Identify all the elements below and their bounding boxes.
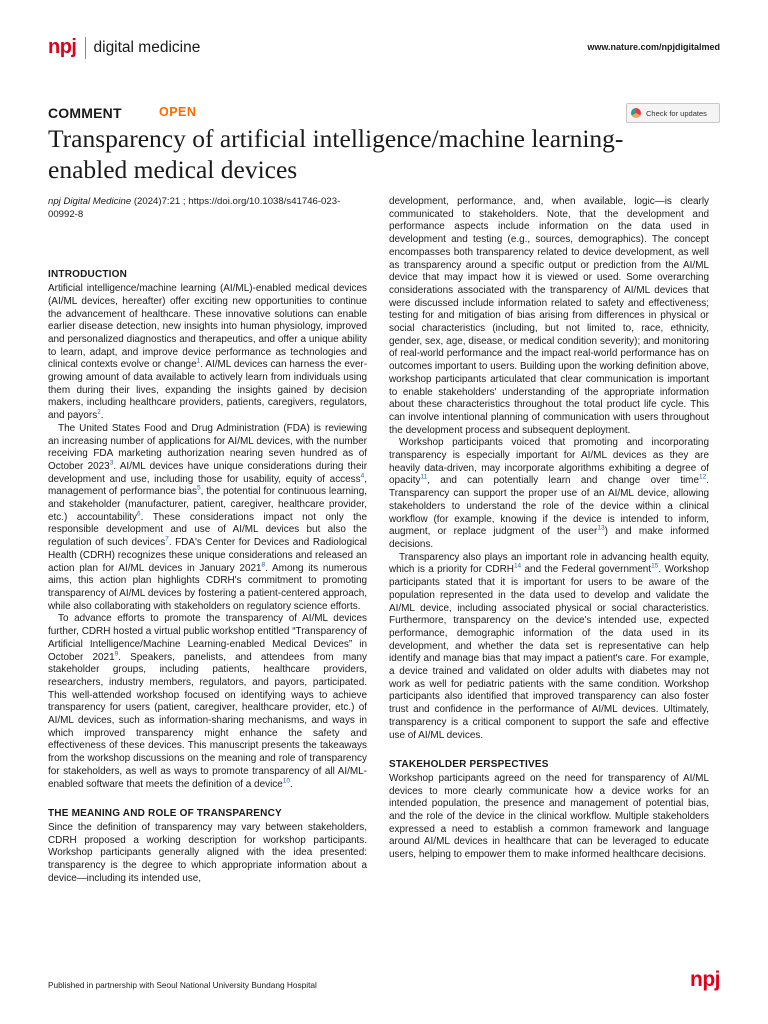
reference-link[interactable]: 7 bbox=[165, 535, 169, 543]
footer-npj-logo: npj bbox=[690, 968, 720, 991]
article-title: Transparency of artificial intelligence/machine learning-enabled medical devices bbox=[48, 124, 624, 184]
npj-logo: npj bbox=[48, 36, 77, 58]
check-for-updates-button[interactable] bbox=[626, 103, 720, 123]
reference-link[interactable]: 12 bbox=[699, 474, 707, 482]
reference-link[interactable]: 10 bbox=[282, 777, 291, 785]
citation-journal: npj Digital Medicine bbox=[48, 196, 132, 207]
reference-link[interactable]: 4 bbox=[360, 472, 365, 480]
section-heading-meaning: THE MEANING AND ROLE OF TRANSPARENCY bbox=[48, 808, 282, 820]
brand-divider bbox=[85, 37, 86, 59]
reference-link[interactable]: 15 bbox=[651, 563, 659, 571]
citation-doi-link[interactable]: (2024)7:21 ; https://doi.org/10.1038/s41746-023-00992-8 bbox=[48, 196, 341, 220]
right-column bbox=[389, 196, 709, 862]
journal-name: digital medicine bbox=[93, 38, 201, 56]
section-heading-introduction: INTRODUCTION bbox=[48, 269, 128, 281]
journal-header bbox=[48, 30, 720, 66]
paragraph: Artificial intelligence/machine learning (AI/ML)-enabled medical devices (AI/ML devices, hereafter) offer exciting new opportunities to continue the advancement of healthcare. These innovative solutions can enable earlier disease detection, new insights into human physiology, improved and personalized diagnostics and therapeutics, and offer a unique ability to learn, adapt, and improve device performance as technologies and clinical contexts evolve or change$^1$. AI/ML devices can harness the ever-growing amount of data available to actively learn from individuals using them during their lives, expanding the insights gained by decision makers, including healthcare providers, patients, caregivers, regulators, and payors$^2$. bbox=[48, 283, 368, 422]
article-type-label: COMMENT bbox=[48, 105, 122, 121]
paragraph: To advance efforts to promote the transparency of AI/ML devices further, CDRH hosted a virtual public workshop entitled “Transparency of Artificial Intelligence/Machine Learning-enabled Medical Devices” in October 2021$^9$. Speakers, panelists, and attendees from many stakeholder groups, including patients, healthcare providers, researchers, industry members, regulators, and payors, participated. This well-attended workshop focused on identifying ways to achieve transparency for users (patient, caregiver, healthcare provider, etc.) of AI/ML devices, such as information-sharing mechanisms, and ways in which improved transparency might enhance the safety and effectiveness of these devices. This manuscript presents the takeaways from the workshop discussions on the meaning and role of transparency for stakeholders, as well as ways to promote transparency of all AI/ML-enabled software that meets the definition of a device$^{10}$. bbox=[48, 613, 367, 790]
citation bbox=[48, 196, 367, 221]
check-for-updates-label: Check for updates bbox=[646, 108, 707, 118]
journal-brand[interactable] bbox=[48, 36, 200, 59]
paragraph: development, performance, and, when available, logic—is clearly communicated to stakeholders. Note, that the development and performance aspects include information on the data used in development and testing (e.g., sources, demographics). The concept encompasses both transparency related to device development, as well as transparency around a specific output or prediction from the AI/ML device that may impact how it is viewed or used. Some overarching considerations associated with the transparency of AI/ML devices that were discussed include information related to safety and effectiveness; testing for and mitigation of bias arising from differences in physical or social characteristics (including, but not limited to, race, ethnicity, gender, sex, age, disease, or medical condition severity); and monitoring of real-world performance and the impact real-world performance has on outcomes important to users. Building upon the working definition above, workshop participants articulated that clear communication is important to enable stakeholders' understanding of the appropriate information about these characteristics throughout the total product life cycle. This can involve intentional planning of communication with users throughout the development process and subsequent deployment. bbox=[389, 196, 709, 436]
footer-partnership: Published in partnership with Seoul National University Bundang Hospital bbox=[48, 980, 317, 990]
left-column bbox=[48, 196, 367, 885]
journal-url-link[interactable]: www.nature.com/npjdigitalmed bbox=[587, 42, 720, 52]
reference-link[interactable]: 8 bbox=[261, 561, 266, 569]
section-heading-stakeholder: STAKEHOLDER PERSPECTIVES bbox=[389, 759, 549, 771]
article-type-row bbox=[48, 105, 720, 125]
reference-link[interactable]: 6 bbox=[137, 510, 141, 518]
reference-link[interactable]: 3 bbox=[109, 459, 114, 467]
reference-link[interactable]: 1 bbox=[196, 358, 201, 366]
paragraph: Workshop participants voiced that promoting and incorporating transparency is especially important for AI/ML devices as they are heavily data-driven, may incorporate algorithms exhibiting a degree of opacity$^{11}$, and can potentially learn and change over time$^{12}$. Transparency can support the proper use of an AI/ML device, allowing stakeholders to understand the role of the device within a clinical workflow (for example, knowing if the device is intended to inform, augment, or replace judgment of the user$^{13}$) and make informed decisions. bbox=[389, 437, 709, 550]
reference-link[interactable]: 9 bbox=[114, 650, 119, 658]
paragraph: Transparency also plays an important role in advancing health equity, which is a priority for CDRH$^{14}$ and the Federal government$^{15}$. Workshop participants stated that it is important for users to be aware of the population represented in the data used to develop and validate the AI/ML device, including associated physical or social characteristics. Furthermore, transparency on the device's intended use, expected performance, demographic information of the data used in its development, and whether the data set is representative can help identify and manage bias that may impact a patient's care. For example, a device trained and validated on older adults with diabetes may not work as well for pediatric patients with the same condition. Workshop participants also identified that improved transparency can also foster trust and confidence in the performance of AI/ML devices. Ultimately, transparency is a critical component to support the safe and effective use of AI/ML devices. bbox=[389, 551, 709, 741]
paragraph: Workshop participants agreed on the need for transparency of AI/ML devices to more clearly communicate how a device works for an intended population, the presence and management of potential bias, and the role of the device in the clinical workflow. Multiple stakeholders expressed a need to establish a common framework and language around AI/ML devices in healthcare that can be leveraged to educate users, helping to empower them to make informed healthcare decisions. bbox=[389, 772, 709, 861]
crossmark-icon bbox=[631, 108, 641, 118]
reference-link[interactable]: 13 bbox=[597, 524, 605, 532]
paragraph: The United States Food and Drug Administration (FDA) is reviewing an increasing number of applications for AI/ML devices, with the number receiving FDA marketing authorization nearing seven hundred as of October 2023$^3$. AI/ML devices have unique considerations during their development and use, including those for usability, equity of access$^4$, management of performance bias$^5$, the potential for continuous learning, and stakeholder (manufacturer, patient, caregiver, healthcare provider, etc.) accountability$^6$. These considerations impact not only the responsible development and use of AI/ML devices but also the regulation of such devices$^7$. FDA's Center for Devices and Radiological Health (CDRH) recognizes these unique considerations and released an action plan for AI/ML devices in January 2021$^8$. Among its numerous aims, this action plan highlights CDRH's commitment to promoting transparency of AI/ML devices by fostering a patient-centered approach, while also collaborating with stakeholders on regulatory science efforts. bbox=[48, 422, 368, 612]
reference-link[interactable]: 14 bbox=[513, 563, 522, 571]
reference-link[interactable]: 5 bbox=[196, 485, 201, 493]
reference-link[interactable]: 11 bbox=[420, 474, 428, 482]
paragraph: Since the definition of transparency may vary between stakeholders, CDRH proposed a working description for workshop participants. Workshop participants generally aligned with the idea presented: transparency is the degree to which appropriate information about a device—including its intended use, bbox=[48, 821, 367, 884]
reference-link[interactable]: 2 bbox=[97, 408, 101, 416]
open-access-label: OPEN bbox=[159, 105, 197, 119]
